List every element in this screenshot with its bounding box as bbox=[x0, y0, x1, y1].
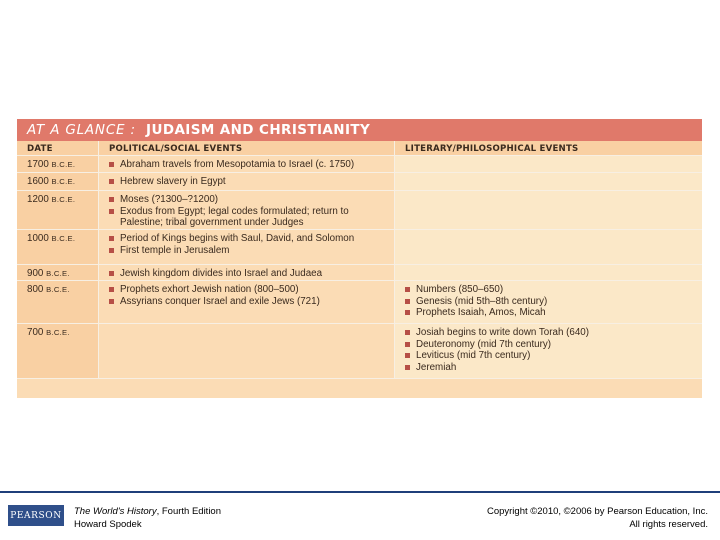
literary-event bbox=[405, 339, 702, 351]
footer-divider bbox=[0, 491, 720, 493]
table-title bbox=[17, 119, 702, 141]
title-prefix: AT A GLANCE : bbox=[27, 122, 136, 138]
political-event bbox=[109, 176, 394, 188]
year: 1600 bbox=[27, 176, 49, 187]
era: B.C.E. bbox=[51, 234, 76, 243]
year: 1000 bbox=[27, 233, 49, 244]
political-cell bbox=[99, 324, 395, 378]
literary-event bbox=[405, 307, 702, 319]
political-event-text: Moses (?1300–?1200) bbox=[120, 194, 219, 205]
era: B.C.E. bbox=[46, 269, 70, 278]
literary-event bbox=[405, 327, 702, 339]
header-political: POLITICAL/SOCIAL EVENTS bbox=[99, 141, 395, 155]
year: 800 bbox=[27, 284, 44, 295]
year: 1700 bbox=[27, 159, 49, 170]
political-cell bbox=[99, 173, 395, 190]
header-literary: LITERARY/PHILOSOPHICAL EVENTS bbox=[395, 141, 702, 155]
book-author: Howard Spodek bbox=[74, 519, 142, 530]
political-event bbox=[109, 284, 394, 296]
political-cell bbox=[99, 281, 395, 323]
political-event-text: Hebrew slavery in Egypt bbox=[120, 176, 226, 187]
political-event bbox=[109, 194, 394, 206]
date-cell bbox=[17, 173, 99, 190]
footer-copyright bbox=[487, 505, 708, 531]
publisher-logo: PEARSON bbox=[8, 505, 64, 526]
book-title: The World's History bbox=[74, 506, 157, 517]
bullet-square-icon bbox=[405, 330, 410, 335]
table-row bbox=[17, 281, 702, 324]
table-row bbox=[17, 156, 702, 173]
literary-cell bbox=[395, 191, 702, 229]
political-event-text: Assyrians conquer Israel and exile Jews (721) bbox=[120, 295, 320, 307]
year: 1200 bbox=[27, 194, 49, 205]
bullet-square-icon bbox=[405, 287, 410, 292]
political-event-text: Prophets exhort Jewish nation (800–500) bbox=[120, 284, 299, 295]
bullet-square-icon bbox=[405, 299, 410, 304]
literary-event bbox=[405, 296, 702, 308]
table-grid bbox=[17, 141, 702, 379]
bullet-square-icon bbox=[109, 299, 114, 304]
date-cell bbox=[17, 156, 99, 172]
political-event bbox=[109, 159, 394, 171]
literary-event-text: Prophets Isaiah, Amos, Micah bbox=[416, 307, 546, 318]
rights-text: All rights reserved. bbox=[629, 519, 708, 530]
literary-cell bbox=[395, 156, 702, 172]
bullet-square-icon bbox=[109, 248, 114, 253]
political-event bbox=[109, 245, 394, 257]
copyright-text: Copyright ©2010, ©2006 by Pearson Education, Inc. bbox=[486, 506, 708, 517]
bullet-square-icon bbox=[109, 162, 114, 167]
year: 900 bbox=[27, 268, 44, 279]
bullet-square-icon bbox=[109, 271, 114, 276]
bullet-square-icon bbox=[109, 197, 114, 202]
literary-event bbox=[405, 284, 702, 296]
bullet-square-icon bbox=[405, 342, 410, 347]
bullet-square-icon bbox=[109, 287, 114, 292]
bullet-square-icon bbox=[109, 209, 114, 214]
literary-cell bbox=[395, 265, 702, 280]
era: B.C.E. bbox=[46, 285, 70, 294]
literary-cell bbox=[395, 281, 702, 323]
literary-event-text: Josiah begins to write down Torah (640) bbox=[416, 327, 589, 338]
era: B.C.E. bbox=[51, 160, 76, 169]
literary-event bbox=[405, 350, 702, 362]
date-cell bbox=[17, 324, 99, 378]
bullet-square-icon bbox=[109, 179, 114, 184]
political-event bbox=[109, 206, 394, 229]
bullet-square-icon bbox=[405, 353, 410, 358]
era: B.C.E. bbox=[51, 195, 76, 204]
bullet-square-icon bbox=[109, 236, 114, 241]
bullet-square-icon bbox=[405, 310, 410, 315]
literary-event-text: Leviticus (mid 7th century) bbox=[416, 350, 531, 361]
title-main: JUDAISM AND CHRISTIANITY bbox=[146, 122, 371, 138]
political-event bbox=[109, 233, 394, 245]
bullet-square-icon bbox=[405, 365, 410, 370]
header-date: DATE bbox=[17, 141, 99, 155]
table-row bbox=[17, 191, 702, 230]
political-cell bbox=[99, 191, 395, 229]
date-cell bbox=[17, 230, 99, 264]
political-cell bbox=[99, 230, 395, 264]
literary-event-text: Numbers (850–650) bbox=[416, 284, 504, 295]
at-a-glance-table bbox=[17, 119, 702, 398]
literary-cell bbox=[395, 173, 702, 190]
political-cell bbox=[99, 265, 395, 280]
footer-book-info bbox=[74, 505, 221, 531]
literary-event-text: Deuteronomy (mid 7th century) bbox=[416, 338, 552, 350]
political-event-text: Abraham travels from Mesopotamia to Israel (c. 1750) bbox=[120, 159, 355, 170]
era: B.C.E. bbox=[46, 328, 70, 337]
book-edition: , Fourth Edition bbox=[156, 506, 221, 517]
political-event-text: Period of Kings begins with Saul, David, and Solomon bbox=[120, 233, 355, 244]
literary-event bbox=[405, 362, 702, 374]
political-event-text: Jewish kingdom divides into Israel and Judaea bbox=[120, 268, 323, 279]
political-event-text: Exodus from Egypt; legal codes formulated; return to Palestine; tribal government under Judges bbox=[120, 205, 349, 228]
year: 700 bbox=[27, 327, 44, 338]
table-row bbox=[17, 230, 702, 265]
political-cell bbox=[99, 156, 395, 172]
literary-event-text: Jeremiah bbox=[416, 361, 457, 373]
table-row bbox=[17, 265, 702, 281]
era: B.C.E. bbox=[51, 177, 76, 186]
table-row bbox=[17, 324, 702, 379]
literary-cell bbox=[395, 230, 702, 264]
political-event bbox=[109, 296, 394, 308]
political-event-text: First temple in Jerusalem bbox=[120, 244, 230, 256]
header-row bbox=[17, 141, 702, 156]
table-row bbox=[17, 173, 702, 191]
literary-cell bbox=[395, 324, 702, 378]
date-cell bbox=[17, 191, 99, 229]
date-cell bbox=[17, 281, 99, 323]
date-cell bbox=[17, 265, 99, 280]
literary-event-text: Genesis (mid 5th–8th century) bbox=[416, 295, 548, 307]
political-event bbox=[109, 268, 394, 280]
